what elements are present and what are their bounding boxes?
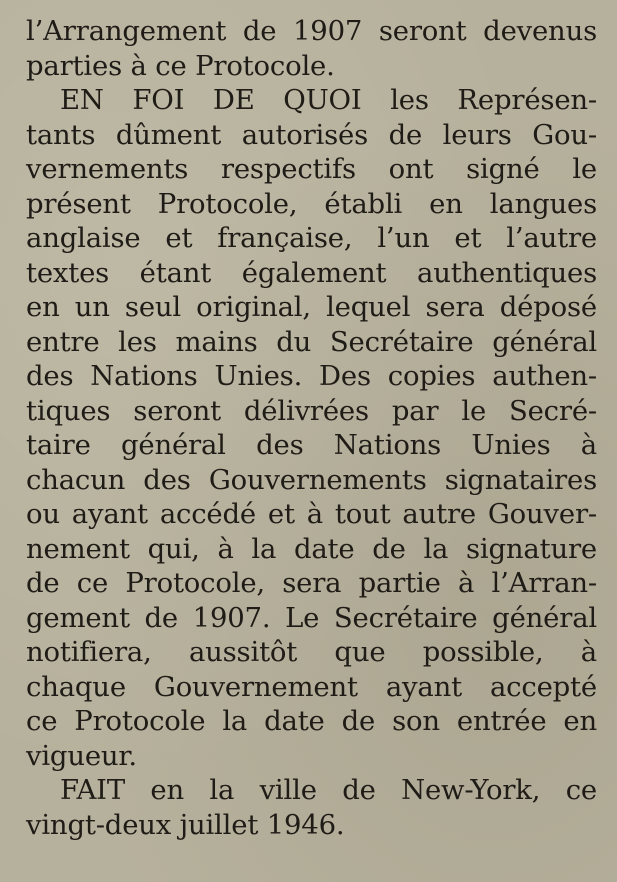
text-line-8: textes étant également authentiques — [26, 256, 597, 289]
text-line-12: tiques seront délivrées par le Secré- — [26, 394, 597, 427]
text-line-4: tants dûment autorisés de leurs Gou- — [26, 118, 597, 151]
text-line-18: gement de 1907. Le Secrétaire général — [26, 601, 597, 634]
text-line-24: vingt-deux juillet 1946. — [26, 808, 345, 841]
text-line-6: présent Protocole, établi en langues — [26, 187, 597, 220]
text-line-14: chacun des Gouvernements signataires — [26, 463, 597, 496]
text-line-1: l’Arrangement de 1907 seront devenus — [26, 15, 597, 47]
text-line-23: FAIT en la ville de New-York, ce — [60, 774, 597, 806]
text-line-11: des Nations Unies. Des copies authen- — [26, 360, 597, 392]
text-line-16: nement qui, à la date de la signature — [26, 532, 597, 565]
text-line-21: ce Protocole la date de son entrée en — [26, 705, 597, 737]
text-line-2: parties à ce Protocole. — [26, 49, 335, 82]
text-line-19: notifiera, aussitôt que possible, à — [26, 636, 597, 668]
text-line-20: chaque Gouvernement ayant accepté — [26, 670, 597, 703]
text-line-22: vigueur. — [26, 739, 137, 772]
text-line-9: en un seul original, lequel sera déposé — [26, 291, 597, 323]
text-line-3: EN FOI DE QUOI les Représen- — [60, 84, 597, 116]
text-line-17: de ce Protocole, sera partie à l’Arran- — [26, 567, 597, 599]
text-line-5: vernements respectifs ont signé le — [26, 153, 597, 185]
text-line-10: entre les mains du Secrétaire général — [26, 325, 597, 358]
text-line-13: taire général des Nations Unies à — [26, 429, 597, 461]
text-line-15: ou ayant accédé et à tout autre Gouver- — [26, 498, 597, 530]
text-line-7: anglaise et française, l’un et l’autre — [26, 222, 597, 254]
